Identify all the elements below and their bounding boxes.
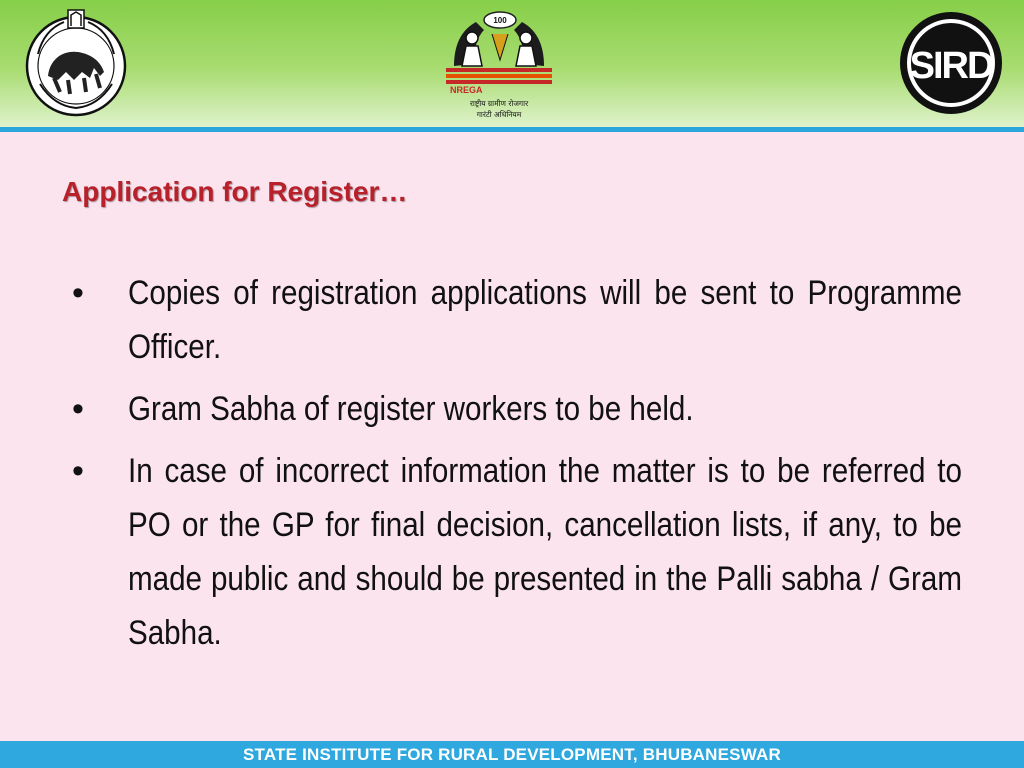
list-item xyxy=(66,444,962,660)
footer-bar xyxy=(0,741,1024,768)
nrega-label: NREGA xyxy=(450,85,483,95)
header-divider xyxy=(0,127,1024,132)
sird-label: SIRD xyxy=(909,45,993,87)
header-banner xyxy=(0,0,1024,127)
list-item xyxy=(66,382,962,436)
nrega-caption-line1: राष्ट्रीय ग्रामीण रोजगार xyxy=(469,99,529,108)
nrega-caption-line2: गारंटी अधिनियम xyxy=(476,110,522,119)
bullet-text: In case of incorrect information the matter is to be referred to PO or the GP for final decision, cancellation lists, if any, to be made public and should be presented in the Palli sabha / Gram Sabha. xyxy=(128,452,962,652)
bullet-list xyxy=(66,266,962,668)
nrega-badge-text: 100 xyxy=(493,16,507,25)
bullet-marker: • xyxy=(72,390,84,428)
bullet-marker: • xyxy=(72,452,84,490)
bullet-text: Copies of registration applications will be sent to Programme Officer. xyxy=(128,274,962,366)
odisha-emblem-icon xyxy=(24,6,128,118)
list-item xyxy=(66,266,962,374)
footer-text: STATE INSTITUTE FOR RURAL DEVELOPMENT, BHUBANESWAR xyxy=(243,745,781,764)
sird-icon xyxy=(898,10,1004,116)
nrega-icon xyxy=(440,4,558,124)
slide-title: Application for Register… xyxy=(62,176,408,207)
bullet-text: Gram Sabha of register workers to be held. xyxy=(128,390,694,428)
bullet-marker: • xyxy=(72,274,84,312)
